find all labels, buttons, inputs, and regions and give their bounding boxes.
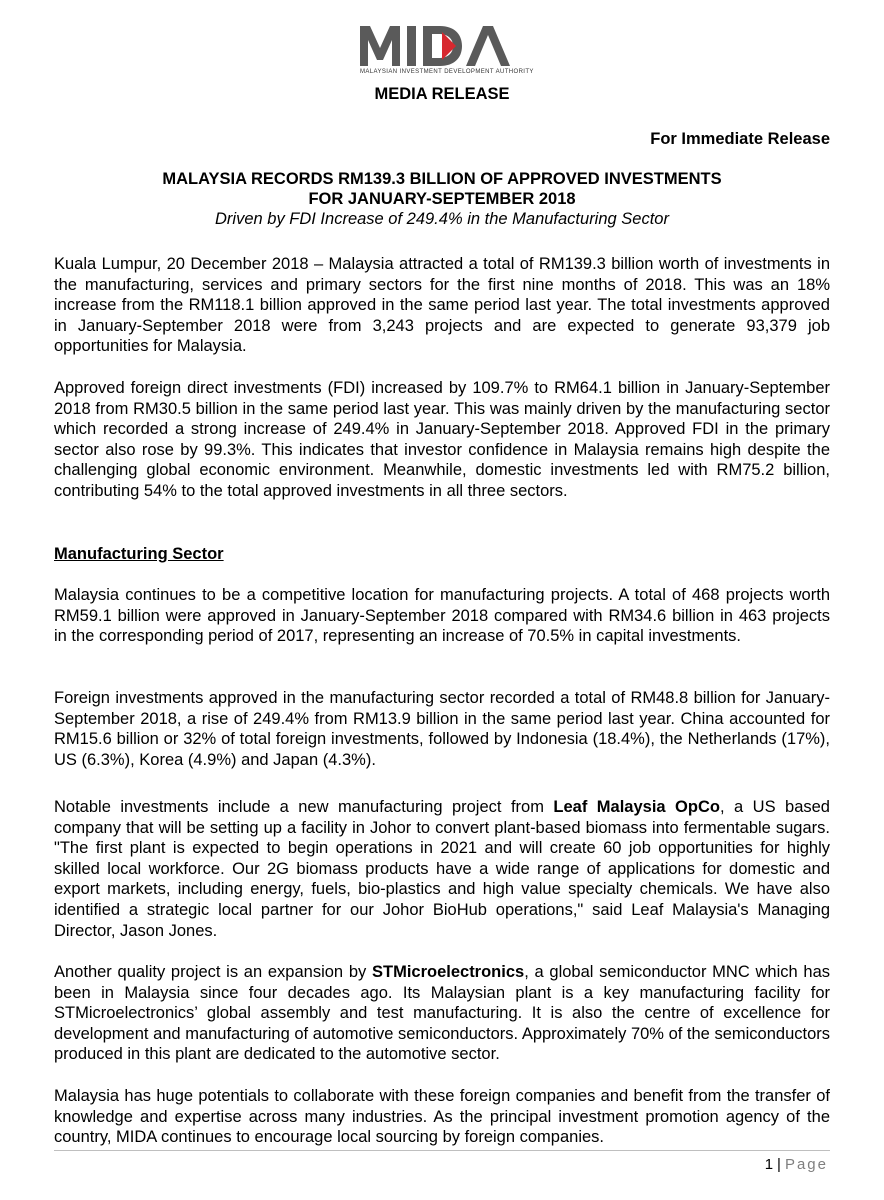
st-text-post: , a global semiconductor MNC which has been in Malaysia since four decades ago. Its Malaysian plant is a key manufacturing facility for STMicroelectronics’ global assembly and test manufacturing. It is also the centre of excellence for development and manufacturing of automotive semiconductors. Approximately 70% of the semiconductors produced in this plant are dedicated to the automotive sector. [54, 963, 830, 1064]
paragraph-collaboration: Malaysia has huge potentials to collaborate with these foreign companies and benefit from the transfer of knowledge and expertise across many industries. As the principal investment promotion agency of the country, MIDA continues to encourage local sourcing by foreign companies. [54, 1087, 830, 1147]
leaf-company-name: Leaf Malaysia OpCo [553, 798, 720, 816]
st-company-name: STMicroelectronics [371, 963, 525, 981]
leaf-text-post: , a US based company that will be setting up a facility in Johor to convert plant-based biomass into fermentable sugars. "The first plant is expected to begin operations in 2021 and will create 60 job opportunities for highly skilled local workforce. Our 2G biomass products have a wide range of applications for domestic and export markets, including energy, fuels, bio-plastics and high value specialty chemicals. We have also identified a strategic local partner for our Johor BioHub operations," said Leaf Malaysia's Managing Director, Jason Jones. [54, 798, 830, 940]
headline-subtitle: Driven by FDI Increase of 249.4% in the Manufacturing Sector [215, 210, 669, 228]
paragraph-stmicroelectronics [54, 962, 830, 1065]
page-footer [765, 1156, 828, 1173]
headline-line-2: FOR JANUARY-SEPTEMBER 2018 [308, 190, 576, 208]
footer-divider [54, 1150, 830, 1151]
media-release-title: MEDIA RELEASE [374, 85, 510, 103]
page-number: 1 [764, 1156, 774, 1173]
st-text-pre: Another quality project is an expansion by [54, 963, 372, 981]
paragraph-fdi: Approved foreign direct investments (FDI) increased by 109.7% to RM64.1 billion in January-September 2018 from RM30.5 billion in the same period last year. This was mainly driven by the manufacturing sector which recorded a strong increase of 249.4% in January-September 2018. Approved FDI in the primary sector also rose by 99.3%. This indicates that investor confidence in Malaysia remains high despite the challenging global economic environment. Meanwhile, domestic investments led with RM75.2 billion, contributing 54% to the total approved investments in all three sectors. [54, 379, 830, 500]
paragraph-leaf-malaysia [54, 797, 830, 941]
footer-separator: | [777, 1156, 781, 1173]
page-label: Page [784, 1156, 828, 1173]
mida-logo [358, 22, 534, 78]
section-heading-manufacturing: Manufacturing Sector [54, 545, 224, 563]
leaf-text-pre: Notable investments include a new manufacturing project from [54, 798, 554, 816]
paragraph-intro: Kuala Lumpur, 20 December 2018 – Malaysia attracted a total of RM139.3 billion worth of investments in the manufacturing, services and primary sectors for the first nine months of 2018. This was an 18% increase from the RM118.1 billion approved in the same period last year. The total investments approved in January-September 2018 were from 3,243 projects and are expected to generate 93,379 job opportunities for Malaysia. [54, 255, 830, 356]
mida-logo-mark [358, 22, 518, 68]
headline-line-1: MALAYSIA RECORDS RM139.3 BILLION OF APPROVED INVESTMENTS [162, 170, 722, 188]
paragraph-manufacturing-projects: Malaysia continues to be a competitive location for manufacturing projects. A total of 468 projects worth RM59.1 billion were approved in January-September 2018 compared with RM34.6 billion in 463 projects in the corresponding period of 2017, representing an increase of 70.5% in capital investments. [54, 586, 830, 646]
for-immediate-release: For Immediate Release [650, 130, 830, 148]
logo-subtitle: MALAYSIAN INVESTMENT DEVELOPMENT AUTHORITY [360, 69, 534, 75]
paragraph-foreign-investments: Foreign investments approved in the manufacturing sector recorded a total of RM48.8 billion for January-September 2018, a rise of 249.4% from RM13.9 billion in the same period last year. China accounted for RM15.6 billion or 32% of total foreign investments, followed by Indonesia (18.4%), the Netherlands (17%), US (6.3%), Korea (4.9%) and Japan (4.3%). [54, 689, 830, 769]
